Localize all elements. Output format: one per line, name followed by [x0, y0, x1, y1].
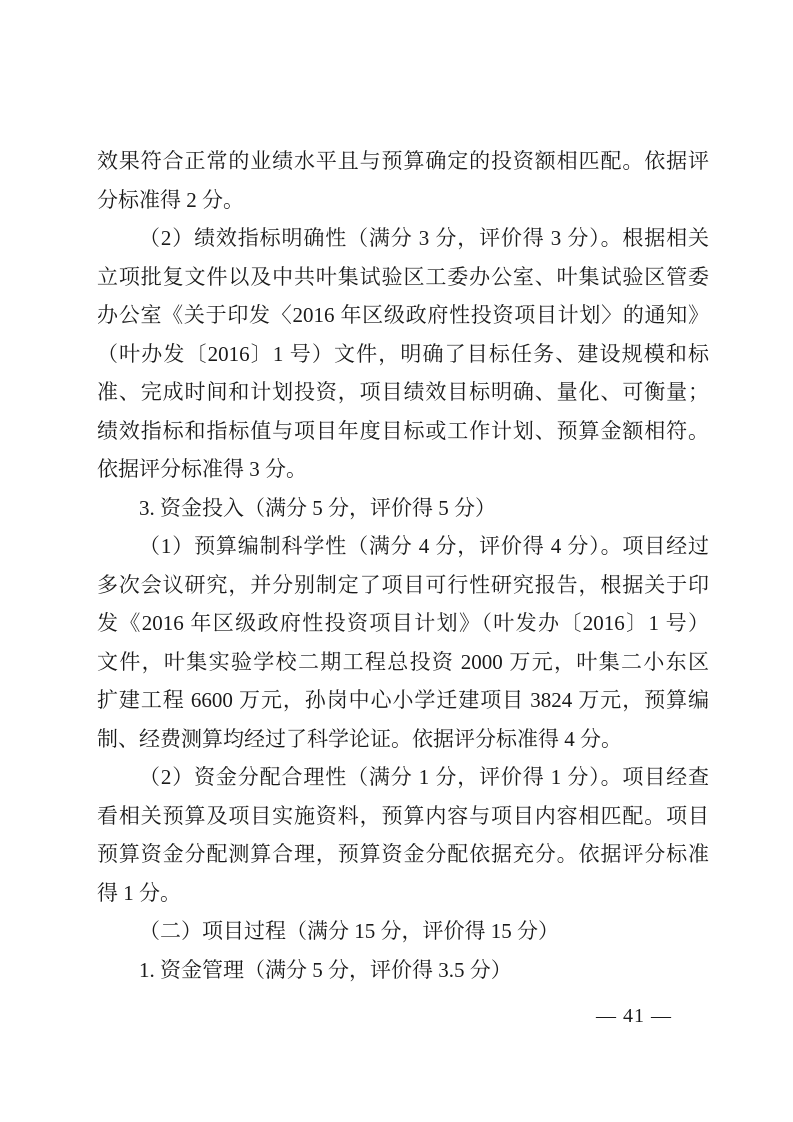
paragraph-line: （2）资金分配合理性（满分 1 分，评价得 1 分）。项目经查 [139, 765, 709, 789]
paragraph-line: 预算资金分配测算合理，预算资金分配依据充分。依据评分标准 [97, 842, 709, 866]
paragraph-line: 绩效指标和指标值与项目年度目标或工作计划、预算金额相符。 [97, 418, 709, 443]
paragraph-line: （叶办发〔2016〕1 号）文件，明确了目标任务、建设规模和标 [97, 341, 709, 366]
paragraph-line: 办公室《关于印发〈2016 年区级政府性投资项目计划〉的通知》 [97, 303, 709, 327]
paragraph-line: 文件，叶集实验学校二期工程总投资 2000 万元，叶集二小东区 [97, 649, 709, 674]
paragraph-line: 制、经费测算均经过了科学论证。依据评分标准得 4 分。 [97, 726, 622, 751]
paragraph-line: （2）绩效指标明确性（满分 3 分，评价得 3 分）。根据相关 [139, 226, 709, 250]
paragraph-line: 扩建工程 6600 万元，孙岗中心小学迁建项目 3824 万元，预算编 [97, 688, 709, 712]
paragraph-line: （1）预算编制科学性（满分 4 分，评价得 4 分）。项目经过 [139, 534, 709, 558]
document-body [97, 142, 709, 989]
paragraph-line: 效果符合正常的业绩水平且与预算确定的投资额相匹配。依据评 [97, 149, 709, 173]
paragraph-line: 多次会议研究，并分别制定了项目可行性研究报告，根据关于印 [97, 572, 709, 597]
paragraph-line: 依据评分标准得 3 分。 [97, 457, 307, 481]
paragraph-line: 分标准得 2 分。 [97, 187, 244, 212]
subsection-heading: 3. 资金投入（满分 5 分，评价得 5 分） [139, 495, 496, 520]
paragraph-line: 看相关预算及项目实施资料，预算内容与项目内容相匹配。项目 [97, 803, 709, 828]
paragraph-line: 发《2016 年区级政府性投资项目计划》（叶发办〔2016〕1 号） [97, 611, 709, 635]
section-heading: （二）项目过程（满分 15 分，评价得 15 分） [139, 919, 559, 943]
paragraph-line: 立项批复文件以及中共叶集试验区工委办公室、叶集试验区管委 [97, 264, 709, 289]
subsection-heading: 1. 资金管理（满分 5 分，评价得 3.5 分） [139, 957, 512, 982]
paragraph-line: 得 1 分。 [97, 880, 181, 905]
page-number: — 41 — [596, 1005, 672, 1027]
paragraph-line: 准、完成时间和计划投资，项目绩效目标明确、量化、可衡量； [97, 380, 709, 404]
